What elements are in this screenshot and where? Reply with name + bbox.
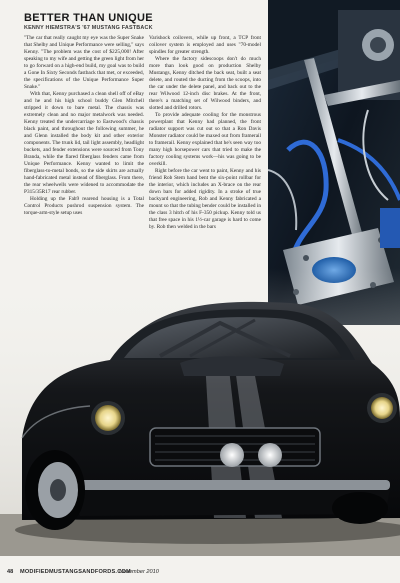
paragraph: Right before the car went to paint, Kenny and his friend Rob Stem hand bent the six-point rollbar for the interior, which includes an X-brace on the rear down bars for added rigidity. In a stroke of true backyard engineering, Rob and Kenny fabricated a mount so that the tubing bender could be installed in the class 3 hitch of his F-350 pickup. Kenny told us that free space in his 1½-car garage is hard to come by. Rob then welded in the bars [149, 168, 261, 230]
mustang-fastback-photo [0, 268, 400, 556]
issue-month: November 2010 [119, 569, 159, 575]
text-column-1 [24, 35, 144, 217]
paragraph: Varishock coilovers, while up front, a TCP front coilover system is employed and uses "70-model spindles for greater strength. [149, 35, 261, 55]
paragraph: With that, Kenny purchased a clean shell off of eBay and he and his high school buddy Glen Mitchell stripped it down to bare metal. The chassis was extremely clean and no major metalwork was needed. Kenny treated the undercarriage to Eastwood's chassis black paint, and throughout the following summer, he and Glenn installed the body kit and other exterior components. The trunk lid, tail light assembly, headlight buckets, and fender extensions were sourced from Tony Branda, while the flared fiberglass fenders came from Unique Performance. Kenny wanted to limit the fiberglass-to-metal bonds, so the side skirts are actually hand-fabricated metal instead of fiberglass. From there, the rear wheelwells were widened to accommodate the P315/35R17 rear rubber. [24, 91, 144, 195]
article-headline: BETTER THAN UNIQUE [24, 12, 153, 24]
paragraph: "The car that really caught my eye was the Super Snake that Shelby and Unique Performance were selling," says Kenny. "The problem was the cost of $225,000! After speaking to my wife and getting the green light from her to go forward on a high-end build, my goal was to build a Gone In Sixty Seconds fastback that met, or exceeded, the specifications of the Unique Performance Super Snake." [24, 35, 144, 90]
text-column-2 [149, 35, 261, 231]
page-number: 48 [7, 569, 14, 575]
paragraph: Where the factory sidescoops don't do much more than look good on production Shelby Mustangs, Kenny ditched the back seat, built a seat delete, and routed the ducting from the scoops, into the car under the delete panel, and back out to the rear Wilwood 12-inch disc brakes. At the front, there's a matching set of Wilwood binders, and slotted and drilled rotors. [149, 56, 261, 111]
paragraph: Holding up the Fab9 rearend housing is a Total Control Products pushrod suspension system. The torque-arm-style setup uses [24, 196, 144, 216]
publication-name: MODIFIEDMUSTANGSANDFORDS.COM [20, 569, 131, 575]
paragraph: To provide adequate cooling for the monstrous powerplant that Kenny had planned, the front radiator support was cut out so that a Ron Davis Monster radiator could be maxed out from framerail to framerail. Kenny explained that he's seen way too many high horsepower cars that tried to make the factory cooling systems work—his was going to be overkill. [149, 112, 261, 167]
article-subhead: KENNY HIEMSTRA'S '67 MUSTANG FASTBACK [24, 25, 153, 31]
